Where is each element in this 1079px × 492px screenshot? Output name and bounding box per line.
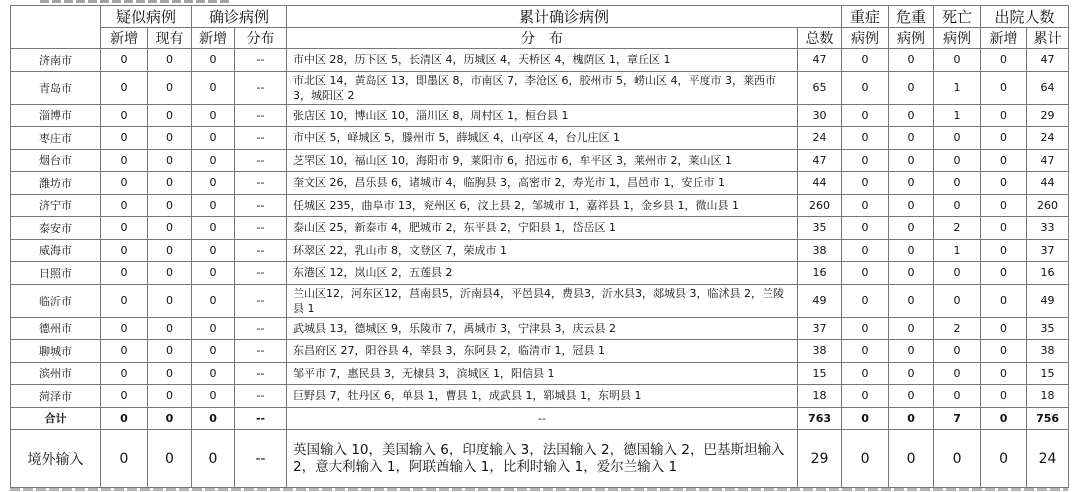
cell-severe: 0	[842, 217, 889, 240]
table-row	[11, 172, 1069, 195]
header-suspected-new: 新增	[101, 28, 148, 49]
cell-d-total: 29	[1027, 104, 1069, 127]
cell-total: 24	[798, 127, 842, 150]
cell-total: 30	[798, 104, 842, 127]
cell-c-new: 0	[192, 430, 235, 488]
header-death-cases: 病例	[934, 28, 981, 49]
cell-severe: 0	[842, 407, 889, 430]
cell-s-new: 0	[101, 239, 148, 262]
cell-c-new: 0	[192, 262, 235, 285]
cell-critical: 0	[889, 172, 934, 195]
cell-c-new: 0	[192, 340, 235, 363]
cell-d-total: 49	[1027, 284, 1069, 317]
cell-s-cur: 0	[148, 284, 192, 317]
cell-total: 44	[798, 172, 842, 195]
cell-critical: 0	[889, 262, 934, 285]
cell-severe: 0	[842, 194, 889, 217]
cell-c-dist: --	[235, 385, 287, 408]
cell-dist: 市中区 28，历下区 5，长清区 4，历城区 4，天桥区 4，槐荫区 1，章丘区 1	[287, 49, 798, 72]
table-row	[11, 71, 1069, 104]
cell-dist: 奎文区 26，昌乐县 6，诸城市 4，临朐县 3，高密市 2，寿光市 1，昌邑市 1，安丘市 1	[287, 172, 798, 195]
cell-d-new: 0	[981, 284, 1027, 317]
cell-total: 38	[798, 340, 842, 363]
cell-d-total: 260	[1027, 194, 1069, 217]
cell-total: 260	[798, 194, 842, 217]
cell-d-new: 0	[981, 71, 1027, 104]
cell-dist: 泰山区 25，新泰市 4，肥城市 2，东平县 2，宁阳县 1，岱岳区 1	[287, 217, 798, 240]
cell-s-new: 0	[101, 71, 148, 104]
header-cumulative-dist: 分 布	[287, 28, 798, 49]
cell-s-new: 0	[101, 317, 148, 340]
table-row	[11, 104, 1069, 127]
cell-c-dist: --	[235, 172, 287, 195]
cell-s-cur: 0	[148, 194, 192, 217]
cell-death: 7	[934, 407, 981, 430]
cell-city: 济南市	[11, 49, 101, 72]
cell-s-new: 0	[101, 340, 148, 363]
cell-c-dist: --	[235, 127, 287, 150]
cell-city: 滨州市	[11, 362, 101, 385]
cell-c-new: 0	[192, 284, 235, 317]
cell-dist: --	[287, 407, 798, 430]
cell-death: 0	[934, 172, 981, 195]
header-critical: 危重	[889, 6, 934, 28]
cell-city: 淄博市	[11, 104, 101, 127]
cell-dist: 邹平市 7，惠民县 3，无棣县 3，滨城区 1，阳信县 1	[287, 362, 798, 385]
cell-severe: 0	[842, 385, 889, 408]
table-row	[11, 217, 1069, 240]
cell-s-new: 0	[101, 194, 148, 217]
cell-total: 47	[798, 49, 842, 72]
cell-c-new: 0	[192, 362, 235, 385]
cell-critical: 0	[889, 49, 934, 72]
cell-s-new: 0	[101, 149, 148, 172]
cell-s-cur: 0	[148, 49, 192, 72]
cell-s-cur: 0	[148, 172, 192, 195]
cell-c-dist: --	[235, 317, 287, 340]
header-suspected-existing: 现有	[148, 28, 192, 49]
cell-c-dist: --	[235, 239, 287, 262]
cell-death: 0	[934, 385, 981, 408]
cell-city: 德州市	[11, 317, 101, 340]
header-severe-cases: 病例	[842, 28, 889, 49]
cell-c-new: 0	[192, 104, 235, 127]
cell-dist: 东港区 12，岚山区 2，五莲县 2	[287, 262, 798, 285]
cell-s-new: 0	[101, 217, 148, 240]
cell-dist: 芝罘区 10，福山区 10，海阳市 9，莱阳市 6，招远市 6，牟平区 3，莱州市 2，莱山区 1	[287, 149, 798, 172]
cell-critical: 0	[889, 104, 934, 127]
cell-s-new: 0	[101, 172, 148, 195]
header-discharged: 出院人数	[981, 6, 1069, 28]
cell-city: 临沂市	[11, 284, 101, 317]
cell-s-cur: 0	[148, 407, 192, 430]
cell-total: 763	[798, 407, 842, 430]
foreign-import-row	[11, 430, 1069, 488]
cell-dist: 东昌府区 27，阳谷县 4，莘县 3，东阿县 2，临清市 1，冠县 1	[287, 340, 798, 363]
cell-d-total: 15	[1027, 362, 1069, 385]
header-severe: 重症	[842, 6, 889, 28]
cell-critical: 0	[889, 340, 934, 363]
cell-dist: 巨野县 7，牡丹区 6，单县 1，曹县 1，成武县 1，郓城县 1，东明县 1	[287, 385, 798, 408]
cell-d-total: 37	[1027, 239, 1069, 262]
cell-severe: 0	[842, 71, 889, 104]
cell-s-cur: 0	[148, 317, 192, 340]
table-row	[11, 340, 1069, 363]
cell-s-new: 0	[101, 385, 148, 408]
cell-city: 菏泽市	[11, 385, 101, 408]
cell-dist: 市中区 5，峄城区 5，滕州市 5，薛城区 4，山亭区 4，台儿庄区 1	[287, 127, 798, 150]
cell-c-dist: --	[235, 49, 287, 72]
table-row	[11, 362, 1069, 385]
cell-d-new: 0	[981, 430, 1027, 488]
cell-c-new: 0	[192, 217, 235, 240]
cell-total: 35	[798, 217, 842, 240]
header-city	[11, 6, 101, 49]
cell-critical: 0	[889, 194, 934, 217]
header-confirmed: 确诊病例	[192, 6, 287, 28]
cell-c-dist: --	[235, 284, 287, 317]
cell-c-new: 0	[192, 49, 235, 72]
cell-severe: 0	[842, 172, 889, 195]
cell-severe: 0	[842, 430, 889, 488]
cell-d-new: 0	[981, 127, 1027, 150]
cell-s-new: 0	[101, 407, 148, 430]
cell-c-new: 0	[192, 172, 235, 195]
cell-severe: 0	[842, 127, 889, 150]
header-death: 死亡	[934, 6, 981, 28]
cell-d-new: 0	[981, 217, 1027, 240]
cell-c-dist: --	[235, 362, 287, 385]
cell-dist: 张店区 10，博山区 10，淄川区 8，周村区 1，桓台县 1	[287, 104, 798, 127]
cell-s-cur: 0	[148, 362, 192, 385]
cell-c-new: 0	[192, 407, 235, 430]
cell-death: 0	[934, 49, 981, 72]
cell-city: 潍坊市	[11, 172, 101, 195]
cell-d-new: 0	[981, 49, 1027, 72]
cell-city: 合计	[11, 407, 101, 430]
table-row	[11, 284, 1069, 317]
cell-critical: 0	[889, 217, 934, 240]
cell-death: 0	[934, 430, 981, 488]
table-row	[11, 385, 1069, 408]
header-confirmed-new: 新增	[192, 28, 235, 49]
cell-city: 威海市	[11, 239, 101, 262]
cell-s-cur: 0	[148, 385, 192, 408]
cell-dist: 英国输入 10，美国输入 6，印度输入 3，法国输入 2，德国输入 2，巴基斯坦输入 2，意大利输入 1，阿联酋输入 1，比利时输入 1，爱尔兰输入 1	[287, 430, 798, 488]
cell-d-total: 35	[1027, 317, 1069, 340]
cell-d-total: 38	[1027, 340, 1069, 363]
cell-death: 0	[934, 127, 981, 150]
cell-critical: 0	[889, 149, 934, 172]
table-row	[11, 262, 1069, 285]
cell-dist: 市北区 14，黄岛区 13，即墨区 8，市南区 7，李沧区 6，胶州市 5，崂山区 4，平度市 3，莱西市 3，城阳区 2	[287, 71, 798, 104]
cell-d-new: 0	[981, 407, 1027, 430]
cell-s-new: 0	[101, 262, 148, 285]
cell-severe: 0	[842, 149, 889, 172]
cell-dist: 任城区 235，曲阜市 13，兖州区 6，汶上县 2，邹城市 1，嘉祥县 1，金乡县 1，微山县 1	[287, 194, 798, 217]
cell-d-total: 24	[1027, 430, 1069, 488]
cell-s-cur: 0	[148, 127, 192, 150]
cell-critical: 0	[889, 362, 934, 385]
cell-death: 1	[934, 104, 981, 127]
cell-d-total: 64	[1027, 71, 1069, 104]
cell-total: 16	[798, 262, 842, 285]
cell-total: 49	[798, 284, 842, 317]
cell-severe: 0	[842, 262, 889, 285]
cell-death: 1	[934, 71, 981, 104]
covid-stats-table	[10, 5, 1069, 488]
cell-s-cur: 0	[148, 239, 192, 262]
header-discharged-total: 累计	[1027, 28, 1069, 49]
cell-critical: 0	[889, 317, 934, 340]
cell-s-new: 0	[101, 104, 148, 127]
cell-city: 境外输入	[11, 430, 101, 488]
cell-severe: 0	[842, 239, 889, 262]
cell-c-new: 0	[192, 194, 235, 217]
cell-c-new: 0	[192, 317, 235, 340]
total-row	[11, 407, 1069, 430]
cell-s-cur: 0	[148, 430, 192, 488]
cell-d-new: 0	[981, 340, 1027, 363]
cell-death: 0	[934, 262, 981, 285]
cell-death: 0	[934, 284, 981, 317]
cell-d-new: 0	[981, 104, 1027, 127]
cell-s-new: 0	[101, 49, 148, 72]
cell-d-new: 0	[981, 149, 1027, 172]
cell-death: 0	[934, 362, 981, 385]
cell-d-total: 756	[1027, 407, 1069, 430]
cropped-top-text	[40, 0, 230, 4]
cell-severe: 0	[842, 284, 889, 317]
cell-dist: 武城县 13，德城区 9，乐陵市 7，禹城市 3，宁津县 3，庆云县 2	[287, 317, 798, 340]
cell-city: 青岛市	[11, 71, 101, 104]
cell-c-dist: --	[235, 407, 287, 430]
cell-s-cur: 0	[148, 149, 192, 172]
cell-d-new: 0	[981, 194, 1027, 217]
cell-city: 聊城市	[11, 340, 101, 363]
header-cumulative: 累计确诊病例	[287, 6, 842, 28]
cell-c-dist: --	[235, 194, 287, 217]
cropped-footnote	[10, 484, 1068, 492]
cell-total: 18	[798, 385, 842, 408]
cell-critical: 0	[889, 385, 934, 408]
cell-s-new: 0	[101, 127, 148, 150]
cell-city: 枣庄市	[11, 127, 101, 150]
cell-d-new: 0	[981, 239, 1027, 262]
table-row	[11, 49, 1069, 72]
cell-c-new: 0	[192, 385, 235, 408]
cell-c-new: 0	[192, 127, 235, 150]
header-suspected: 疑似病例	[101, 6, 192, 28]
cell-death: 2	[934, 217, 981, 240]
cell-c-dist: --	[235, 104, 287, 127]
cell-critical: 0	[889, 239, 934, 262]
cell-c-dist: --	[235, 340, 287, 363]
cell-critical: 0	[889, 71, 934, 104]
cell-s-cur: 0	[148, 71, 192, 104]
cell-d-new: 0	[981, 172, 1027, 195]
cell-severe: 0	[842, 340, 889, 363]
cell-total: 65	[798, 71, 842, 104]
cell-d-new: 0	[981, 317, 1027, 340]
table-row	[11, 149, 1069, 172]
cell-c-dist: --	[235, 71, 287, 104]
cell-severe: 0	[842, 104, 889, 127]
header-critical-cases: 病例	[889, 28, 934, 49]
cell-s-cur: 0	[148, 217, 192, 240]
cell-total: 15	[798, 362, 842, 385]
cell-d-new: 0	[981, 385, 1027, 408]
cell-city: 济宁市	[11, 194, 101, 217]
cell-s-new: 0	[101, 284, 148, 317]
table-row	[11, 194, 1069, 217]
cell-city: 泰安市	[11, 217, 101, 240]
cell-critical: 0	[889, 127, 934, 150]
cell-city: 日照市	[11, 262, 101, 285]
cell-d-total: 47	[1027, 149, 1069, 172]
cell-total: 37	[798, 317, 842, 340]
header-discharged-new: 新增	[981, 28, 1027, 49]
cell-city: 烟台市	[11, 149, 101, 172]
cell-total: 29	[798, 430, 842, 488]
cell-death: 0	[934, 340, 981, 363]
cell-d-total: 24	[1027, 127, 1069, 150]
cell-s-cur: 0	[148, 340, 192, 363]
cell-d-total: 44	[1027, 172, 1069, 195]
cell-d-total: 16	[1027, 262, 1069, 285]
cell-c-dist: --	[235, 262, 287, 285]
table-row	[11, 127, 1069, 150]
cell-c-dist: --	[235, 430, 287, 488]
cell-s-new: 0	[101, 362, 148, 385]
cell-d-total: 18	[1027, 385, 1069, 408]
cell-death: 0	[934, 149, 981, 172]
cell-s-cur: 0	[148, 104, 192, 127]
cell-s-cur: 0	[148, 262, 192, 285]
cell-c-new: 0	[192, 149, 235, 172]
table-row	[11, 317, 1069, 340]
cell-d-total: 47	[1027, 49, 1069, 72]
cell-severe: 0	[842, 362, 889, 385]
cell-total: 47	[798, 149, 842, 172]
cell-c-dist: --	[235, 149, 287, 172]
header-row-2	[11, 28, 1069, 49]
cell-death: 2	[934, 317, 981, 340]
cell-critical: 0	[889, 284, 934, 317]
cell-d-new: 0	[981, 262, 1027, 285]
cell-c-new: 0	[192, 71, 235, 104]
cell-c-dist: --	[235, 217, 287, 240]
header-row-1	[11, 6, 1069, 28]
header-confirmed-dist: 分布	[235, 28, 287, 49]
table-row	[11, 239, 1069, 262]
cell-death: 0	[934, 194, 981, 217]
cell-dist: 环翠区 22，乳山市 8，文登区 7，荣成市 1	[287, 239, 798, 262]
cell-s-new: 0	[101, 430, 148, 488]
cell-critical: 0	[889, 407, 934, 430]
cell-severe: 0	[842, 317, 889, 340]
cell-c-new: 0	[192, 239, 235, 262]
cell-death: 1	[934, 239, 981, 262]
cell-dist: 兰山区12，河东区12，莒南县5，沂南县4，平邑县4，费县3，沂水县3，郯城县 3，临沭县 2，兰陵县 1	[287, 284, 798, 317]
cell-severe: 0	[842, 49, 889, 72]
cell-d-total: 33	[1027, 217, 1069, 240]
cell-total: 38	[798, 239, 842, 262]
header-cumulative-total: 总数	[798, 28, 842, 49]
cell-critical: 0	[889, 430, 934, 488]
cell-d-new: 0	[981, 362, 1027, 385]
